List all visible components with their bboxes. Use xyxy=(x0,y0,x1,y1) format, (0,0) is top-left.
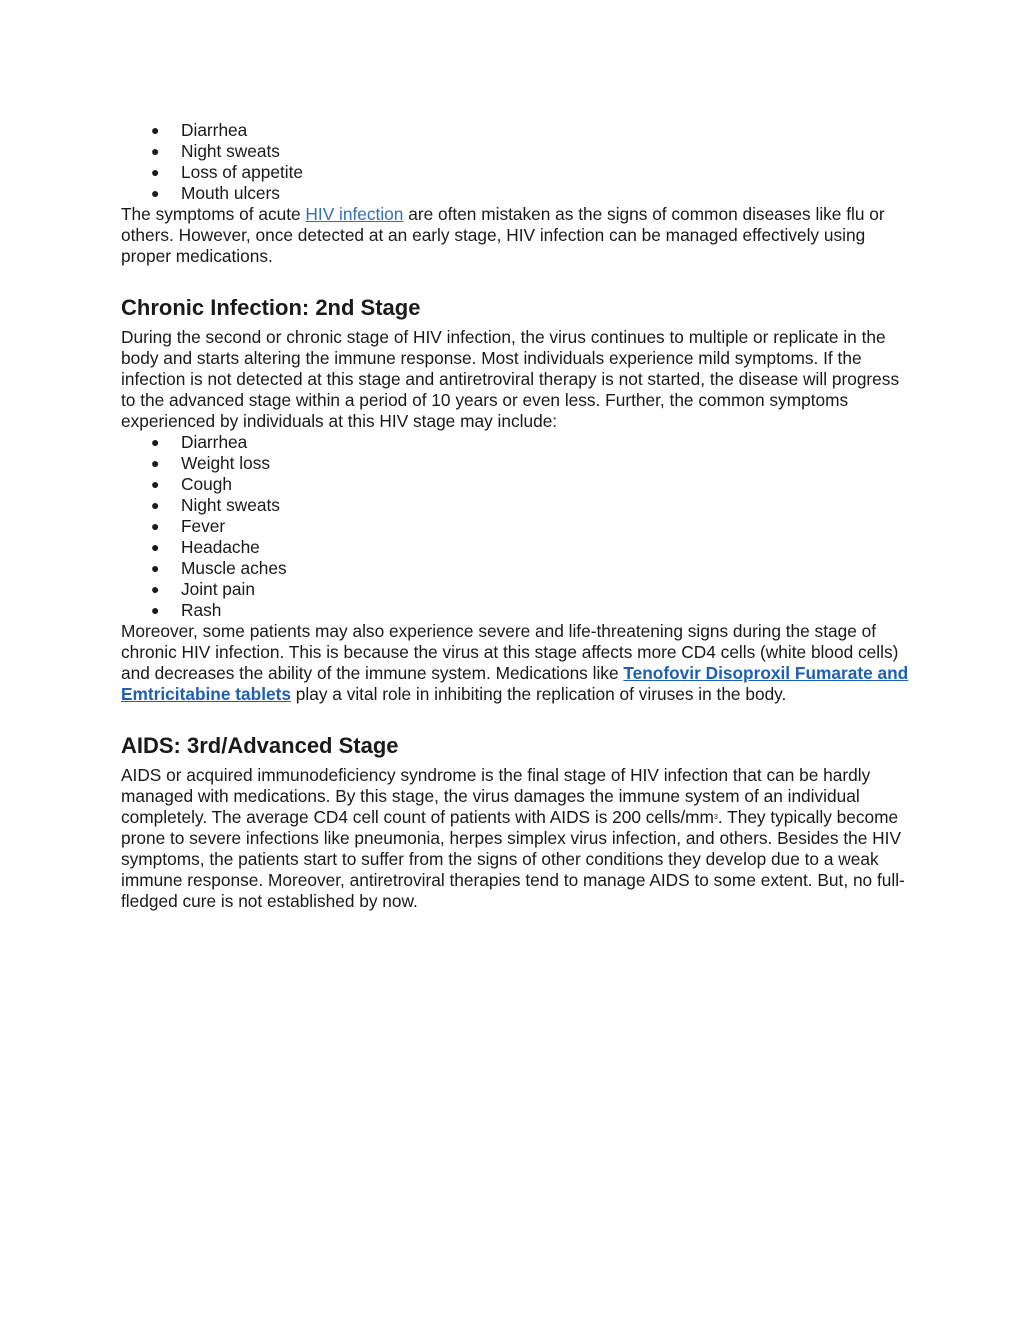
bullet-icon: ● xyxy=(151,602,160,618)
list-item: ● Muscle aches xyxy=(151,558,287,578)
chronic-symptom-list xyxy=(121,432,911,621)
list-item: ● Weight loss xyxy=(151,453,271,473)
bullet-icon: ● xyxy=(151,143,160,159)
tenofovir-tablets-link[interactable]: Tenofovir Disoproxil Fumarate and Emtricitabine tablets xyxy=(121,663,909,704)
bullet-icon: ● xyxy=(151,455,160,471)
list-item: ● Cough xyxy=(151,474,232,494)
list-item: ● Rash xyxy=(151,600,222,620)
aids-paragraph: AIDS or acquired immunodeficiency syndrome is the final stage of HIV infection that can be hardly managed with medications. By this stage, the virus damages the immune system of an individual completely. The average CD4 cell count of patients with AIDS is 200 cells/$mm^3$. They typically become prone to severe infections like pneumonia, herpes simplex virus infection, and others. Besides the HIV symptoms, the patients start to suffer from the signs of other conditions they develop due to a weak immune response. Moreover, antiretroviral therapies tend to manage AIDS to some extent. But, no full-fledged cure is not established by now. xyxy=(121,765,905,911)
bullet-icon: ● xyxy=(151,539,160,555)
list-item: ● Mouth ulcers xyxy=(151,183,280,203)
document-page xyxy=(121,120,911,912)
list-item: ● Diarrhea xyxy=(151,432,248,452)
chronic-intro-paragraph: During the second or chronic stage of HIV infection, the virus continues to multiple or replicate in the body and starts altering the immune response. Most individuals experience mild symptoms. If the infection is not detected at this stage and antiretroviral therapy is not started, the disease will progress to the advanced stage within a period of 10 years or even less. Further, the common symptoms experienced by individuals at this HIV stage may include: xyxy=(121,327,900,431)
bullet-icon: ● xyxy=(151,497,160,513)
list-item: ● Loss of appetite xyxy=(151,162,304,182)
bullet-icon: ● xyxy=(151,476,160,492)
acute-paragraph: The symptoms of acute HIV infection are often mistaken as the signs of common diseases like flu or others. However, once detected at an early stage, HIV infection can be managed effectively using proper medications. xyxy=(121,204,885,266)
bullet-icon: ● xyxy=(151,122,160,138)
list-item: ● Fever xyxy=(151,516,226,536)
chronic-heading: Chronic Infection: 2nd Stage xyxy=(121,295,421,320)
bullet-icon: ● xyxy=(151,185,160,201)
superscript-3: 3 xyxy=(713,814,718,821)
list-item: ● Headache xyxy=(151,537,260,557)
bullet-icon: ● xyxy=(151,164,160,180)
top-symptom-list xyxy=(121,120,911,204)
list-item: ● Night sweats xyxy=(151,141,280,161)
list-item: ● Night sweats xyxy=(151,495,280,515)
chronic-moreover-paragraph: Moreover, some patients may also experience severe and life-threatening signs during the stage of chronic HIV infection. This is because the virus at this stage affects more CD4 cells (white blood cells) and decreases the ability of the immune system. Medications like Tenofovir Disoproxil Fumarate and Emtricitabine tablets play a vital role in inhibiting the replication of viruses in the body. xyxy=(121,621,909,704)
list-item: ● Joint pain xyxy=(151,579,255,599)
hiv-infection-link[interactable]: HIV infection xyxy=(305,204,404,224)
bullet-icon: ● xyxy=(151,434,160,450)
bullet-icon: ● xyxy=(151,518,160,534)
bullet-icon: ● xyxy=(151,581,160,597)
aids-heading: AIDS: 3rd/Advanced Stage xyxy=(121,733,399,758)
bullet-icon: ● xyxy=(151,560,160,576)
list-item: ● Diarrhea xyxy=(151,120,248,140)
